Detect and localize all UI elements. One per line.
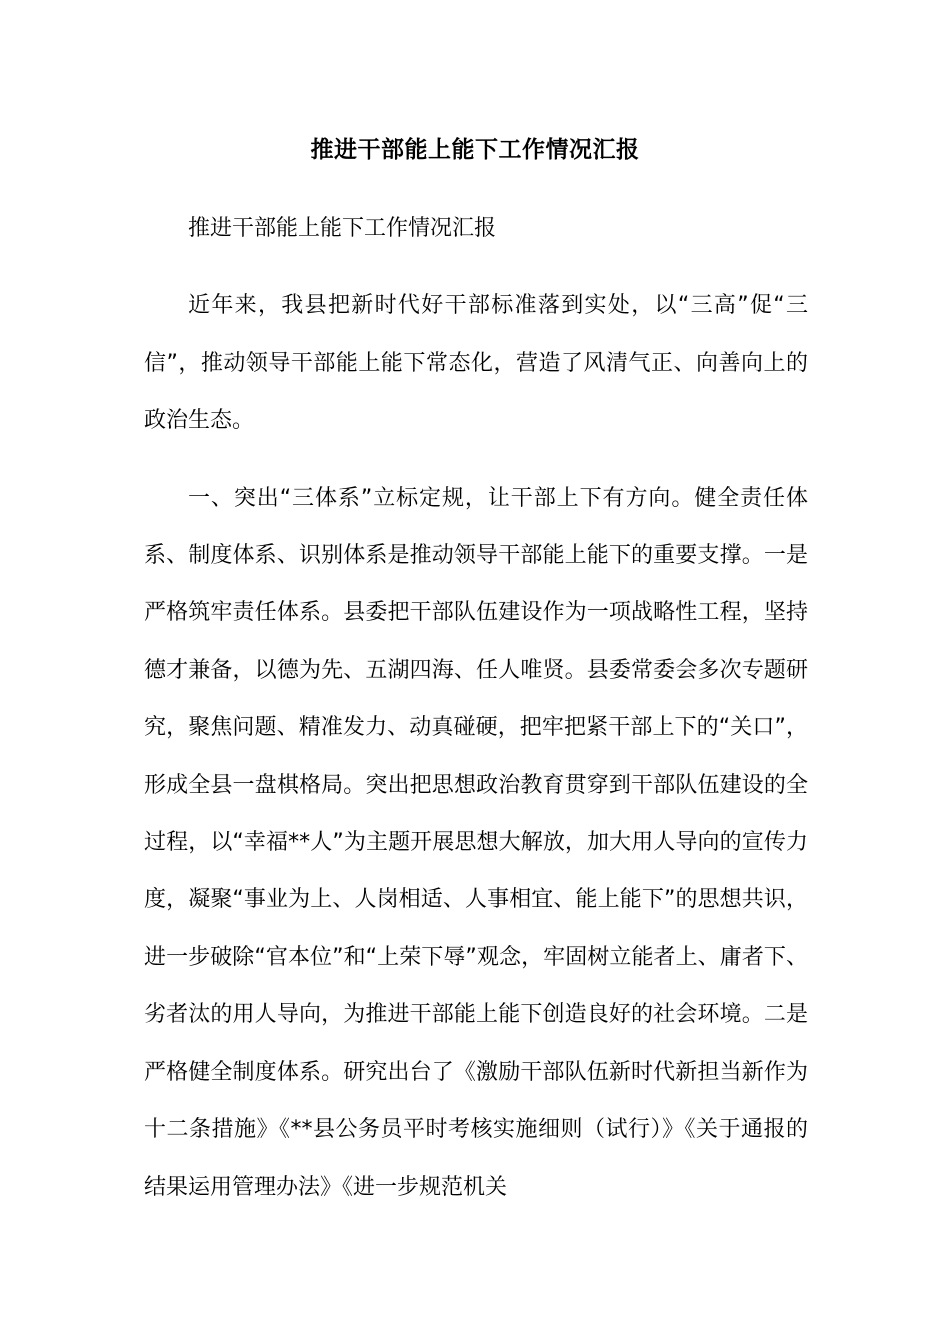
document-subtitle: 推进干部能上能下工作情况汇报	[188, 216, 497, 241]
document-body	[144, 200, 808, 1216]
document-title: 推进干部能上能下工作情况汇报	[310, 137, 640, 163]
paragraph-section-one: 一、突出“三体系”立标定规，让干部上下有方向。健全责任体系、制度体系、识别体系是推动领导干部能上能下的重要支撑。一是严格筑牢责任体系。县委把干部队伍建设作为一项战略性工程，坚持德才兼备，以德为先、五湖四海、任人唯贤。县委常委会多次专题研究，聚焦问题、精准发力、动真碰硬，把牢把紧干部上下的“关口”，形成全县一盘棋格局。突出把思想政治教育贯穿到干部队伍建设的全过程，以“幸福**人”为主题开展思想大解放，加大用人导向的宣传力度，凝聚“事业为上、人岗相适、人事相宜、能上能下”的思想共识，进一步破除“官本位”和“上荣下辱”观念，牢固树立能者上、庸者下、劣者汰的用人导向，为推进干部能上能下创造良好的社会环境。二是严格健全制度体系。研究出台了《激励干部队伍新时代新担当新作为十二条措施》《**县公务员平时考核实施细则（试行）》《关于通报的结果运用管理办法》《进一步规范机关	[144, 485, 808, 1200]
paragraph-intro: 近年来，我县把新时代好干部标准落到实处，以“三高”促“三信”，推动领导干部能上能下常态化，营造了风清气正、向善向上的政治生态。	[144, 293, 808, 434]
